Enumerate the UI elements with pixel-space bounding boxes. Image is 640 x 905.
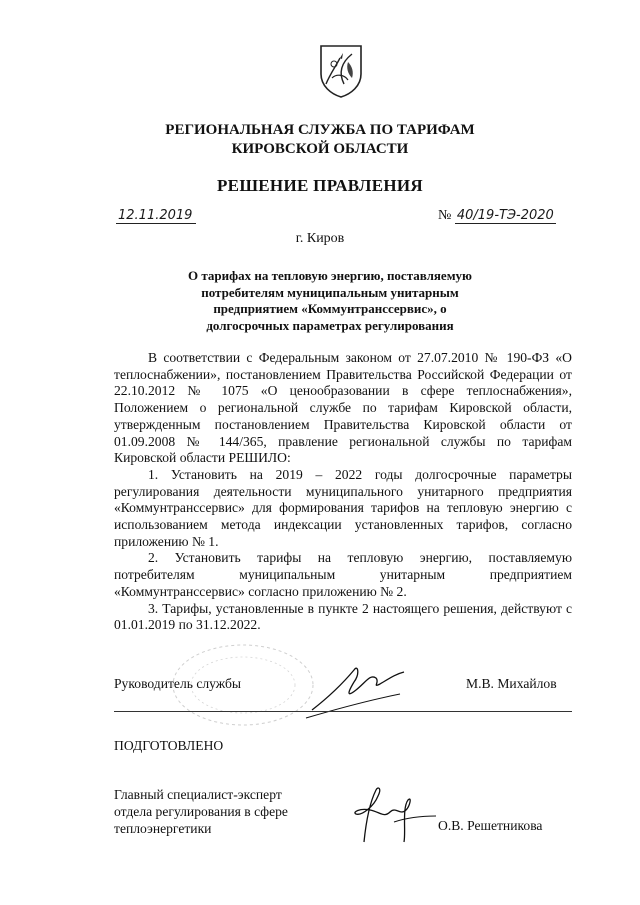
document-body xyxy=(114,350,572,634)
subject-line: О тарифах на тепловую энергию, поставляемую xyxy=(188,268,472,283)
signature-divider xyxy=(114,711,572,712)
decision-item-3: 3. Тарифы, установленные в пункте 2 настоящего решения, действуют с 01.01.2019 по 31.12.2022. xyxy=(114,600,572,633)
preparer-position xyxy=(114,786,324,837)
document-city: г. Киров xyxy=(295,231,345,246)
preparer-position-line: отдела регулирования в сфере xyxy=(114,804,288,819)
document-number-value: 40/19-ТЭ-2020 xyxy=(456,208,554,223)
organization-name-line2: КИРОВСКОЙ ОБЛАСТИ xyxy=(231,141,409,157)
preparer-position-line: теплоэнергетики xyxy=(114,821,212,836)
preparer-position-line: Главный специалист-эксперт xyxy=(114,787,282,802)
handwritten-signature-icon xyxy=(344,782,444,846)
subject-line: потребителям муниципальным унитарным xyxy=(201,284,459,300)
document-type-title: РЕШЕНИЕ ПРАВЛЕНИЯ xyxy=(217,176,423,195)
subject-line: долгосрочных параметрах регулирования xyxy=(206,317,454,333)
preparer-name: О.В. Решетникова xyxy=(438,818,543,833)
signatory-position: Руководитель службы xyxy=(114,676,242,691)
document-date: 12.11.2019 xyxy=(116,208,196,224)
signatory-name: М.В. Михайлов xyxy=(466,676,557,691)
kirov-coat-of-arms-icon xyxy=(318,44,364,98)
decision-item-1: 1. Установить на 2019 – 2022 годы долгосрочные параметры регулирования деятельности муниципального унитарного предприятия «Коммунтранссервис» для формирования тарифов на тепловую энергию с использованием метода индексации установленных тарифов, согласно приложению № 1. xyxy=(114,466,572,549)
organization-name-line1: РЕГИОНАЛЬНАЯ СЛУЖБА ПО ТАРИФАМ xyxy=(165,122,475,138)
preamble-paragraph: В соответствии с Федеральным законом от 27.07.2010 № 190-ФЗ «О теплоснабжении», постановлением Правительства Российской Федерации от 22.10.2012 № 1075 «О ценообразовании в сфере теплоснабжения», Положением о региональной службе по тарифам Кировской области, утвержденным постановлением Правительства Кировской области от 01.09.2008 № 144/365, правление региональной службы по тарифам Кировской области РЕШИЛО: xyxy=(114,350,572,466)
document-number xyxy=(438,208,556,224)
prepared-label: ПОДГОТОВЛЕНО xyxy=(114,738,224,753)
document-subject xyxy=(150,268,510,334)
subject-line: предприятием «Коммунтранссервис», о xyxy=(213,301,447,316)
decision-item-2: 2. Установить тарифы на тепловую энергию, поставляемую потребителям муниципальным унитарным предприятием «Коммунтранссервис» согласно приложению № 2. xyxy=(114,550,572,599)
number-sign: № xyxy=(438,208,452,223)
